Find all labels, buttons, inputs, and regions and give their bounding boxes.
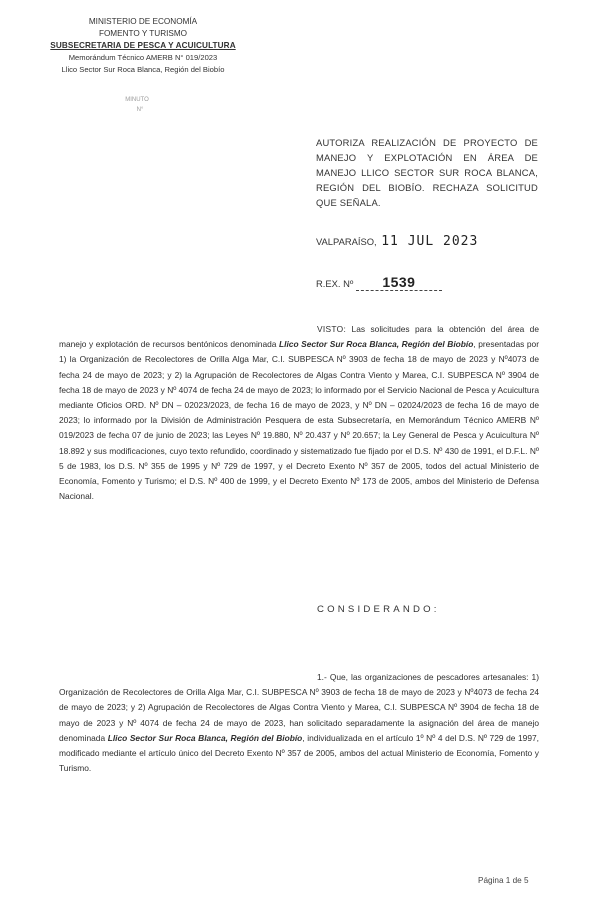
stamp-text-2: N° (136, 107, 144, 113)
ministry-subname: FOMENTO Y TURISMO (98, 29, 188, 38)
memo-reference: Memorándum Técnico AMERB N° 019/2023 (68, 53, 218, 62)
ministry-name: MINISTERIO DE ECONOMÍA (88, 17, 198, 26)
place-label: VALPARAÍSO, (316, 236, 377, 247)
visto-text-1: Las solicitudes para la obtención del área de manejo y explotación de recursos bentónicos denominada (59, 324, 539, 350)
date-stamp: 11 JUL 2023 (381, 234, 479, 249)
considerando-paragraph-1 (59, 670, 539, 776)
page-number: Página 1 de 5 (478, 876, 529, 885)
visto-paragraph (59, 322, 539, 504)
rex-number: 1539 (356, 274, 442, 291)
p1-text-2: , individualizada en el artículo 1º Nº 4 del D.S. Nº 729 de 1997, modificado mediante el artículo único del Decreto Exento Nº 357 de 2005, ambos del actual Ministerio de Economía, Fomento y Turismo. (59, 732, 539, 774)
stamp-text-1: MINUTO (125, 97, 149, 103)
visto-area-name: Llico Sector Sur Roca Blanca, Región del Biobío (279, 339, 474, 350)
area-reference: Llico Sector Sur Roca Blanca, Región del Biobío (61, 65, 225, 74)
resolution-number-line (316, 274, 442, 291)
visto-text-2: , presentadas por 1) la Organización de Recolectores de Orilla Alga Mar, C.I. SUBPESCA Nº 3903 de fecha 18 de mayo de 2023 y Nº4073 de fecha 24 de mayo de 2023; y 2) la Agrupación de Recolectores de Algas Contra Viento y Marea, C.I. SUBPESCA Nº 3904 de fecha 18 de mayo de 2023 y Nº 4074 de fecha 24 de mayo de 2023; lo informado por el Servicio Nacional de Pesca y Acuicultura mediante Oficios ORD. Nº DN – 02023/2023, de fecha 16 de mayo de 2023, y Nº DN – 02024/2023 de fecha 16 de mayo de 2023; lo informado por la División de Administración Pesquera de esta Subsecretaría, en Memorándum Técnico AMERB Nº 019/2023 de fecha 07 de junio de 2023; las Leyes Nº 19.880, Nº 20.437 y Nº 20.657; la Ley General de Pesca y Acuicultura Nº 18.892 y sus modificaciones, cuyo texto refundido, coordinado y sistematizado fue fijado por el D.S. Nº 430 de 1991, el D.F.L. Nº 5 de 1983, los D.S. Nº 355 de 1995 y Nº 729 de 1997, y el Decreto Exento Nº 357 de 2005, todos del actual Ministerio de Economía, Fomento y Turismo; el D.S. Nº 400 de 1999, y el Decreto Exento Nº 173 de 2005, ambos del Ministerio de Defensa Nacional. (59, 339, 539, 502)
p1-area-name: Llico Sector Sur Roca Blanca, Región del Biobío (107, 732, 303, 743)
faded-stamp (88, 88, 184, 134)
letterhead (38, 16, 248, 76)
place-date-line (316, 234, 478, 249)
visto-lead: VISTO: (317, 324, 347, 334)
resolution-title: AUTORIZA REALIZACIÓN DE PROYECTO DE MANEJO Y EXPLOTACIÓN EN ÁREA DE MANEJO LLICO SECTOR SUR ROCA BLANCA, REGIÓN DEL BIOBÍO. RECHAZA SOLICITUD QUE SEÑALA. (316, 137, 538, 208)
considerando-heading: CONSIDERANDO: (317, 604, 440, 615)
rex-label: R.EX. Nº (316, 278, 354, 289)
p1-text-1: 1.- Que, las organizaciones de pescadores artesanales: 1) Organización de Recolectores de Orilla Alga Mar, C.I. SUBPESCA Nº 3903 de fecha 18 de mayo de 2023 y Nº4073 de fecha 24 de mayo de 2023; y 2) Agrupación de Recolectores de Algas Contra Viento y Marea, C.I. SUBPESCA Nº 3904 de fecha 18 de mayo de 2023 y Nº 4074 de fecha 24 de mayo de 2023, han solicitado separadamente la asignación del área de manejo denominada (59, 672, 539, 743)
undersecretary-name: SUBSECRETARIA DE PESCA Y ACUICULTURA (50, 41, 236, 50)
